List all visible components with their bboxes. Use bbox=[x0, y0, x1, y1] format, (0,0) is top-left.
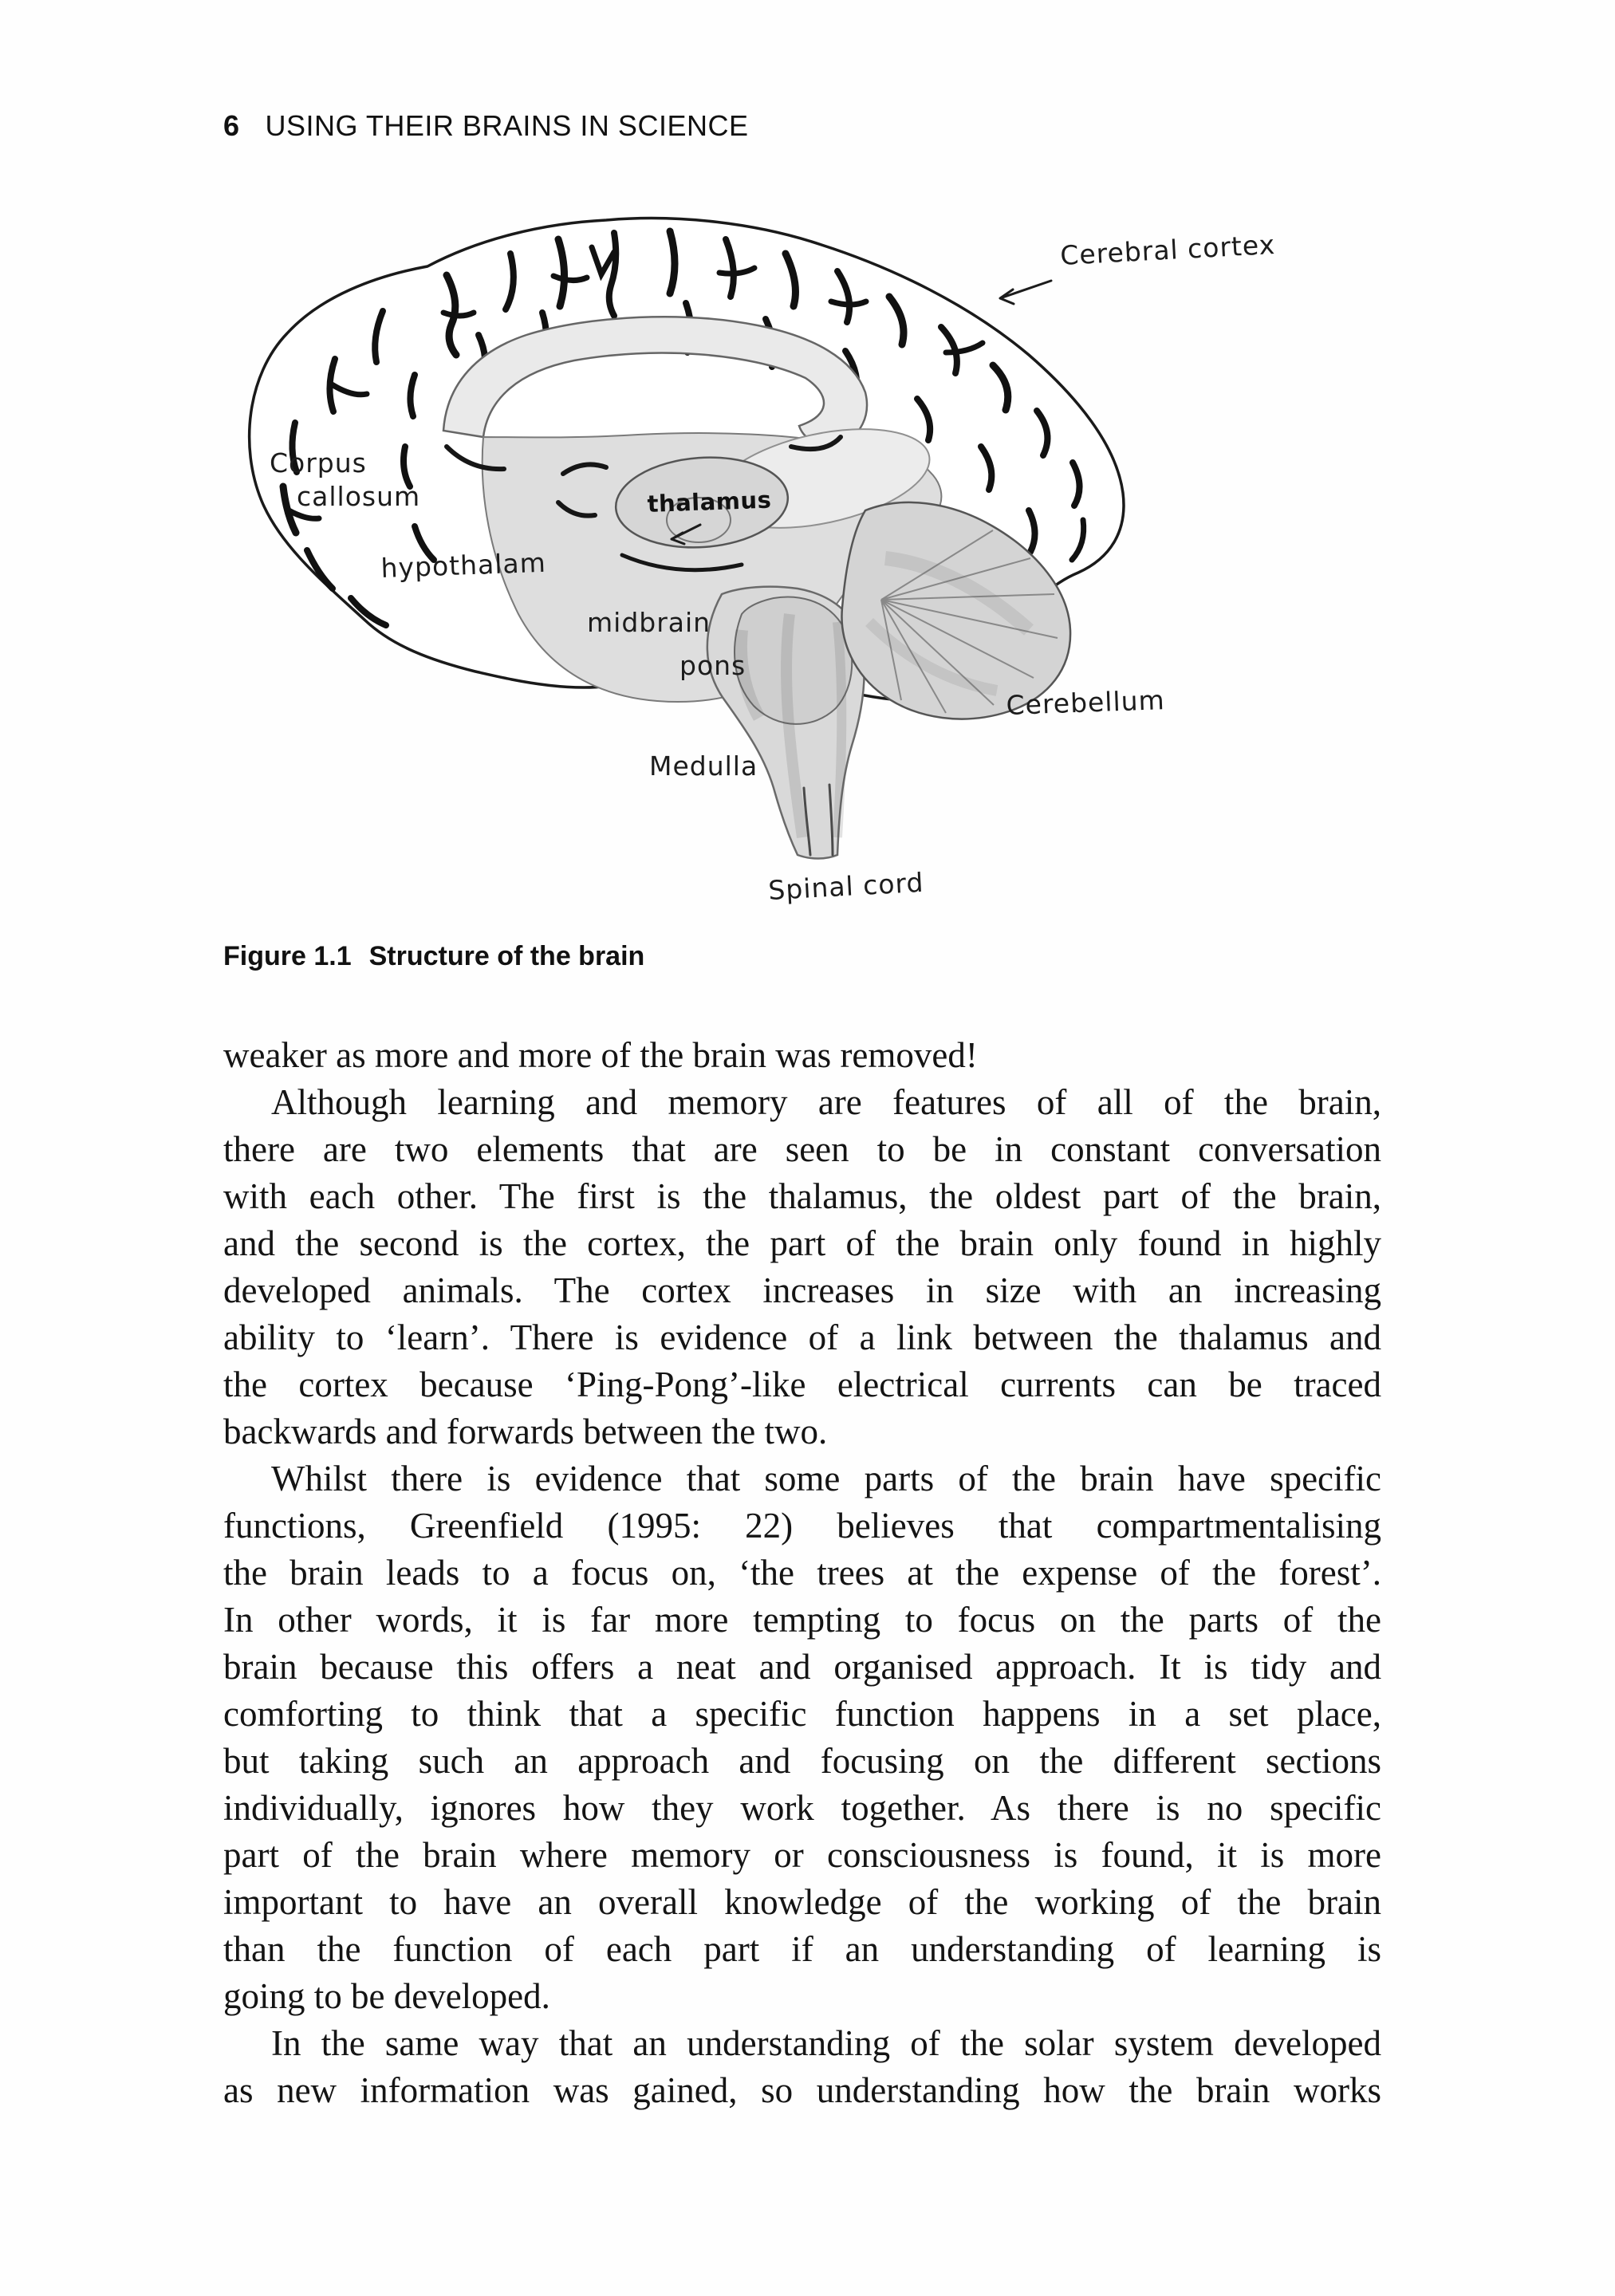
body-text-line: functions, Greenfield (1995: 22) believes that compartmentalising bbox=[223, 1506, 1381, 1546]
label-thalamus: thalamus bbox=[647, 486, 772, 518]
body-text-line: important to have an overall knowledge of the working of the brain bbox=[223, 1882, 1381, 1922]
body-text-line: part of the brain where memory or consciousness is found, it is more bbox=[223, 1835, 1381, 1875]
body-text-line: In the same way that an understanding of the solar system developed bbox=[271, 2023, 1381, 2063]
brain-figure bbox=[207, 199, 1340, 925]
label-spinal-cord: Spinal cord bbox=[767, 866, 925, 906]
label-medulla: Medulla bbox=[649, 750, 758, 782]
label-midbrain: midbrain bbox=[587, 607, 711, 638]
body-text-line: than the function of each part if an understanding of learning is bbox=[223, 1929, 1381, 1969]
body-text-line: with each other. The first is the thalamus, the oldest part of the brain, bbox=[223, 1176, 1381, 1216]
body-text-line: ability to ‘learn’. There is evidence of a link between the thalamus and bbox=[223, 1317, 1381, 1357]
body-text-line: there are two elements that are seen to be in constant conversation bbox=[223, 1129, 1381, 1169]
body-text-line: individually, ignores how they work together. As there is no specific bbox=[223, 1788, 1381, 1828]
body-text-line: In other words, it is far more tempting to focus on the parts of the bbox=[223, 1600, 1381, 1640]
running-head bbox=[223, 110, 748, 142]
brain-diagram bbox=[207, 199, 1340, 925]
body-text-line: as new information was gained, so understanding how the brain works bbox=[223, 2070, 1381, 2110]
page-number: 6 bbox=[223, 109, 240, 142]
running-head-title: USING THEIR BRAINS IN SCIENCE bbox=[265, 109, 749, 142]
body-text-line: backwards and forwards between the two. bbox=[223, 1412, 828, 1451]
body-text-line: the cortex because ‘Ping-Pong’-like electrical currents can be traced bbox=[223, 1365, 1381, 1404]
body-text-line: brain because this offers a neat and organised approach. It is tidy and bbox=[223, 1647, 1381, 1687]
figure-caption-label: Figure 1.1 bbox=[223, 941, 352, 971]
body-text-line: going to be developed. bbox=[223, 1976, 550, 2016]
label-callosum: callosum bbox=[297, 481, 421, 512]
body-text-line: comforting to think that a specific function happens in a set place, bbox=[223, 1694, 1381, 1734]
cerebral-cortex-arrow bbox=[1000, 281, 1051, 304]
label-pons: pons bbox=[679, 650, 746, 681]
label-hypothalamus: hypothalam bbox=[380, 546, 547, 584]
body-text-line: and the second is the cortex, the part of the brain only found in highly bbox=[223, 1223, 1381, 1263]
body-text-line: weaker as more and more of the brain was removed! bbox=[223, 1035, 978, 1075]
label-cerebellum: Cerebellum bbox=[1005, 684, 1166, 721]
body-text-line: developed animals. The cortex increases in size with an increasing bbox=[223, 1270, 1381, 1310]
body-text-line: Although learning and memory are features of all of the brain, bbox=[271, 1082, 1381, 1122]
body-text-line: but taking such an approach and focusing on the different sections bbox=[223, 1741, 1381, 1781]
label-cerebral-cortex: Cerebral cortex bbox=[1059, 228, 1277, 271]
body-text-line: the brain leads to a focus on, ‘the trees at the expense of the forest’. bbox=[223, 1553, 1381, 1593]
figure-caption-text: Structure of the brain bbox=[368, 941, 645, 971]
body-text-line: Whilst there is evidence that some parts of the brain have specific bbox=[271, 1459, 1381, 1499]
body-text bbox=[223, 1032, 1381, 2114]
figure-caption bbox=[223, 941, 644, 972]
label-corpus: Corpus bbox=[270, 447, 367, 478]
